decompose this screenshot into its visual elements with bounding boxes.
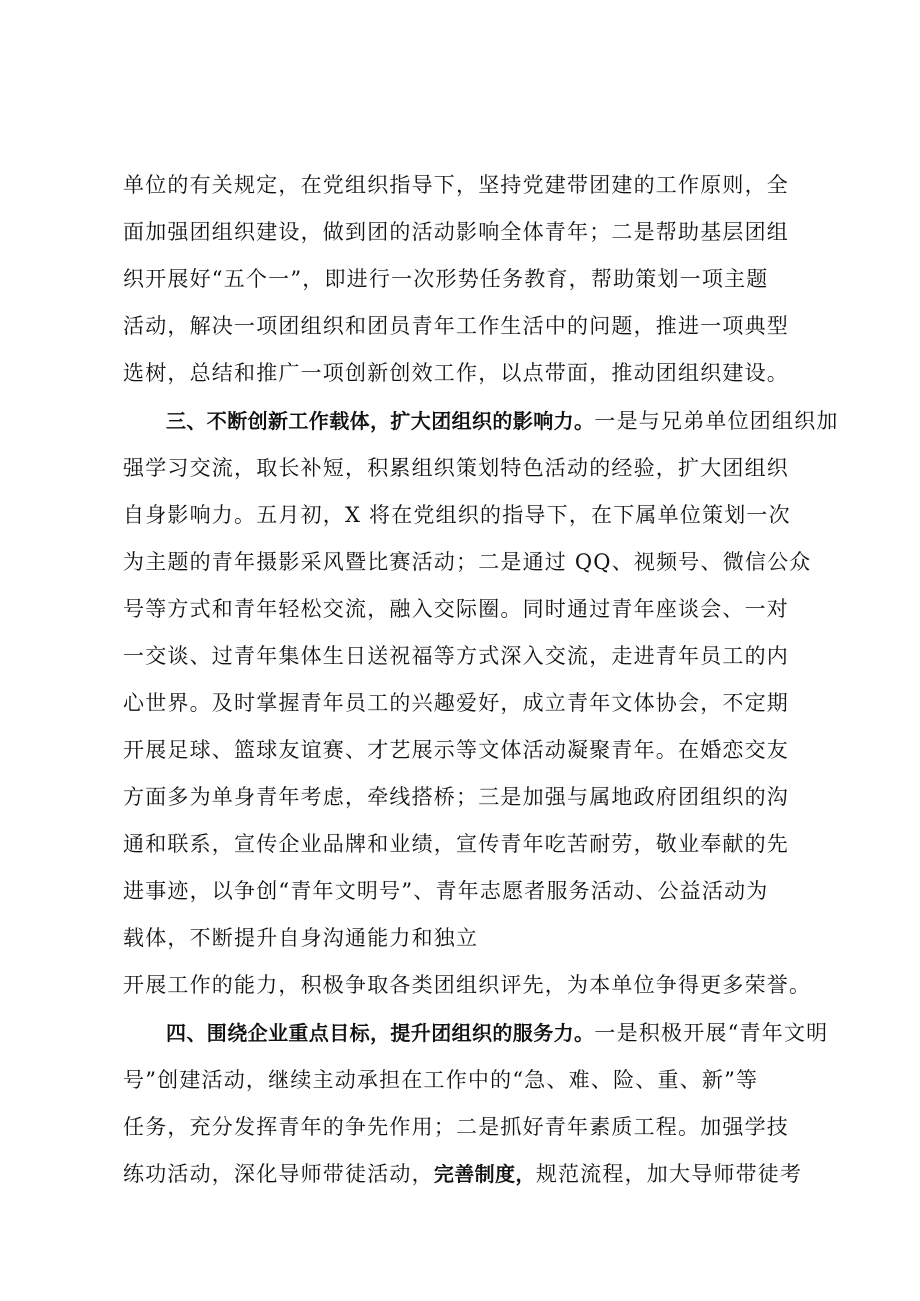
section-three-first-line-text: 一是与兄弟单位团组织加 <box>594 409 839 433</box>
section-four-heading: 四、围绕企业重点目标，提升团组织的服务力。 <box>166 1021 595 1045</box>
paragraph-line: 选树，总结和推广一项创新创效工作，以点带面，推动团组织建设。 <box>123 361 789 385</box>
paragraph-line: 任务，充分发挥青年的争先作用；二是抓好青年素质工程。加强学技 <box>123 1115 789 1139</box>
paragraph-line: 单位的有关规定，在党组织指导下，坚持党建带团建的工作原则，全 <box>123 173 789 197</box>
paragraph-line: 一交谈、过青年集体生日送祝福等方式深入交流，走进青年员工的内 <box>123 644 789 668</box>
section-three-first-line <box>166 408 839 434</box>
paragraph-line: 方面多为单身青年考虑，牵线搭桥；三是加强与属地政府团组织的沟 <box>123 785 789 809</box>
section-four-first-line <box>166 1020 829 1046</box>
section-four-last-line <box>123 1161 823 1187</box>
last-line-end: 规范流程，加大导师带徒考 <box>535 1162 803 1186</box>
paragraph-line: 面加强团组织建设，做到团的活动影响全体青年；二是帮助基层团组 <box>123 220 789 244</box>
paragraph-line: 强学习交流，取长补短，积累组织策划特色活动的经验，扩大团组织 <box>123 456 789 480</box>
paragraph-line: 织开展好“五个一”，即进行一次形势任务教育，帮助策划一项主题 <box>123 267 769 291</box>
section-four-first-line-text: 一是积极开展“青年文明 <box>594 1021 829 1045</box>
paragraph-line: 开展工作的能力，积极争取各类团组织评先，为本单位争得更多荣誉。 <box>123 973 812 997</box>
last-line-bold: 完善制度， <box>433 1162 536 1186</box>
paragraph-line: 自身影响力。五月初，X 将在党组织的指导下，在下属单位策划一次 <box>123 503 791 527</box>
paragraph-line: 号”创建活动，继续主动承担在工作中的“急、难、险、重、新”等 <box>123 1068 759 1092</box>
paragraph-line: 心世界。及时掌握青年员工的兴趣爱好，成立青年文体协会，不定期 <box>123 691 789 715</box>
paragraph-line: 开展足球、篮球友谊赛、才艺展示等文体活动凝聚青年。在婚恋交友 <box>123 738 789 762</box>
paragraph-line: 载体，不断提升自身沟通能力和独立 <box>123 926 479 950</box>
paragraph-line: 为主题的青年摄影采风暨比赛活动；二是通过 QQ、视频号、微信公众 <box>123 550 812 574</box>
section-three-heading: 三、不断创新工作载体，扩大团组织的影响力。 <box>166 409 595 433</box>
paragraph-line: 活动，解决一项团组织和团员青年工作生活中的问题，推进一项典型 <box>123 314 789 338</box>
paragraph-line: 号等方式和青年轻松交流，融入交际圈。同时通过青年座谈会、一对 <box>123 597 789 621</box>
paragraph-line: 进事迹，以争创“青年文明号”、青年志愿者服务活动、公益活动为 <box>123 879 769 903</box>
paragraph-line: 通和联系，宣传企业品牌和业绩，宣传青年吃苦耐劳，敬业奉献的先 <box>123 832 789 856</box>
last-line-start: 练功活动，深化导师带徒活动， <box>123 1162 434 1186</box>
